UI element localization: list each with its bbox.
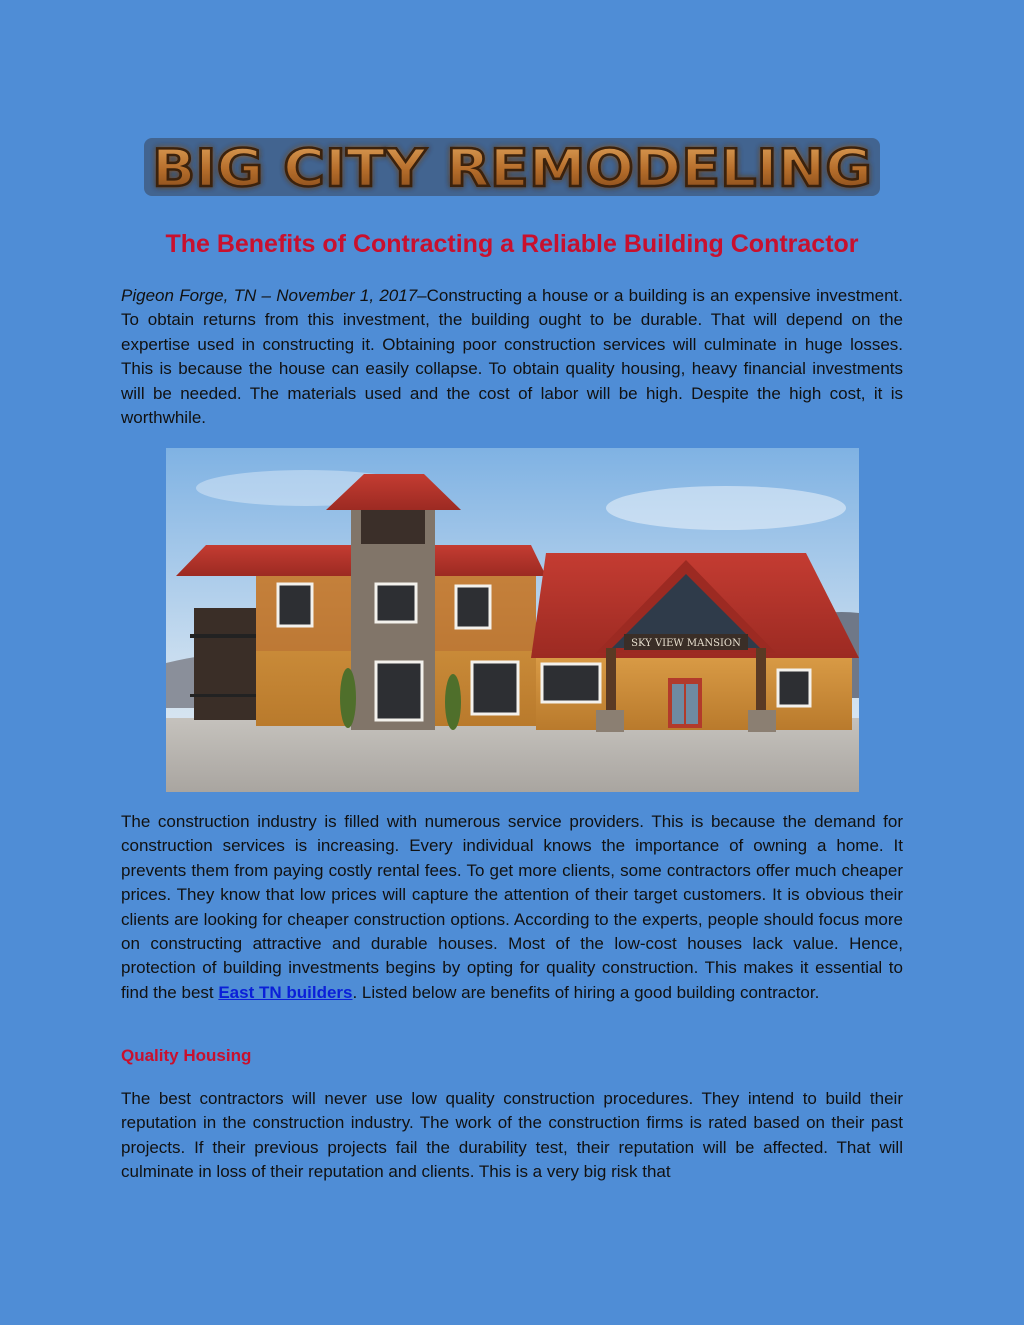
logo-text: BIG CITY REMODELING (152, 139, 873, 199)
mansion-sign: SKY VIEW MANSION (631, 638, 741, 649)
article-title: The Benefits of Contracting a Reliable Building Contractor (165, 230, 859, 258)
company-logo (140, 130, 884, 202)
section-heading-quality-housing: Quality Housing (121, 1046, 252, 1065)
intro-paragraph (121, 284, 903, 430)
quality-housing-paragraph: The best contractors will never use low quality construction procedures. They intend to build their reputation in the construction industry. The work of the construction firms is rated based on their past projects. If their previous projects fail the durability test, their reputation will be affected. That will culminate in loss of their reputation and clients. This is a very big risk that (121, 1089, 903, 1182)
body-text-before-link: The construction industry is filled with numerous service providers. This is because the demand for construction services is increasing. Every individual knows the importance of owning a home. It prevents them from paying costly rental fees. To get more clients, some contractors offer much cheaper prices. They know that low prices will capture the attention of their target customers. It is obvious their clients are looking for cheaper construction options. According to the experts, people should focus more on constructing attractive and durable houses. Most of the low-cost houses lack value. Hence, protection of building investments begins by opting for quality construction. This makes it essential to find the best (121, 812, 903, 1002)
body-paragraph (121, 810, 903, 1005)
intro-text: –Constructing a house or a building is an expensive investment. To obtain returns from this investment, the building ought to be durable. That will depend on the expertise used in constructing it. Obtaining poor construction services will culminate in huge losses. This is because the house can easily collapse. To obtain quality housing, heavy financial investments will be needed. The materials used and the cost of labor will be high. Despite the high cost, it is worthwhile. (121, 286, 903, 428)
house-photo (166, 448, 859, 792)
dateline: Pigeon Forge, TN – November 1, 2017 (121, 286, 418, 305)
east-tn-builders-link[interactable]: East TN builders (218, 982, 353, 1002)
body-text-after-link: . Listed below are benefits of hiring a good building contractor. (352, 982, 820, 1002)
